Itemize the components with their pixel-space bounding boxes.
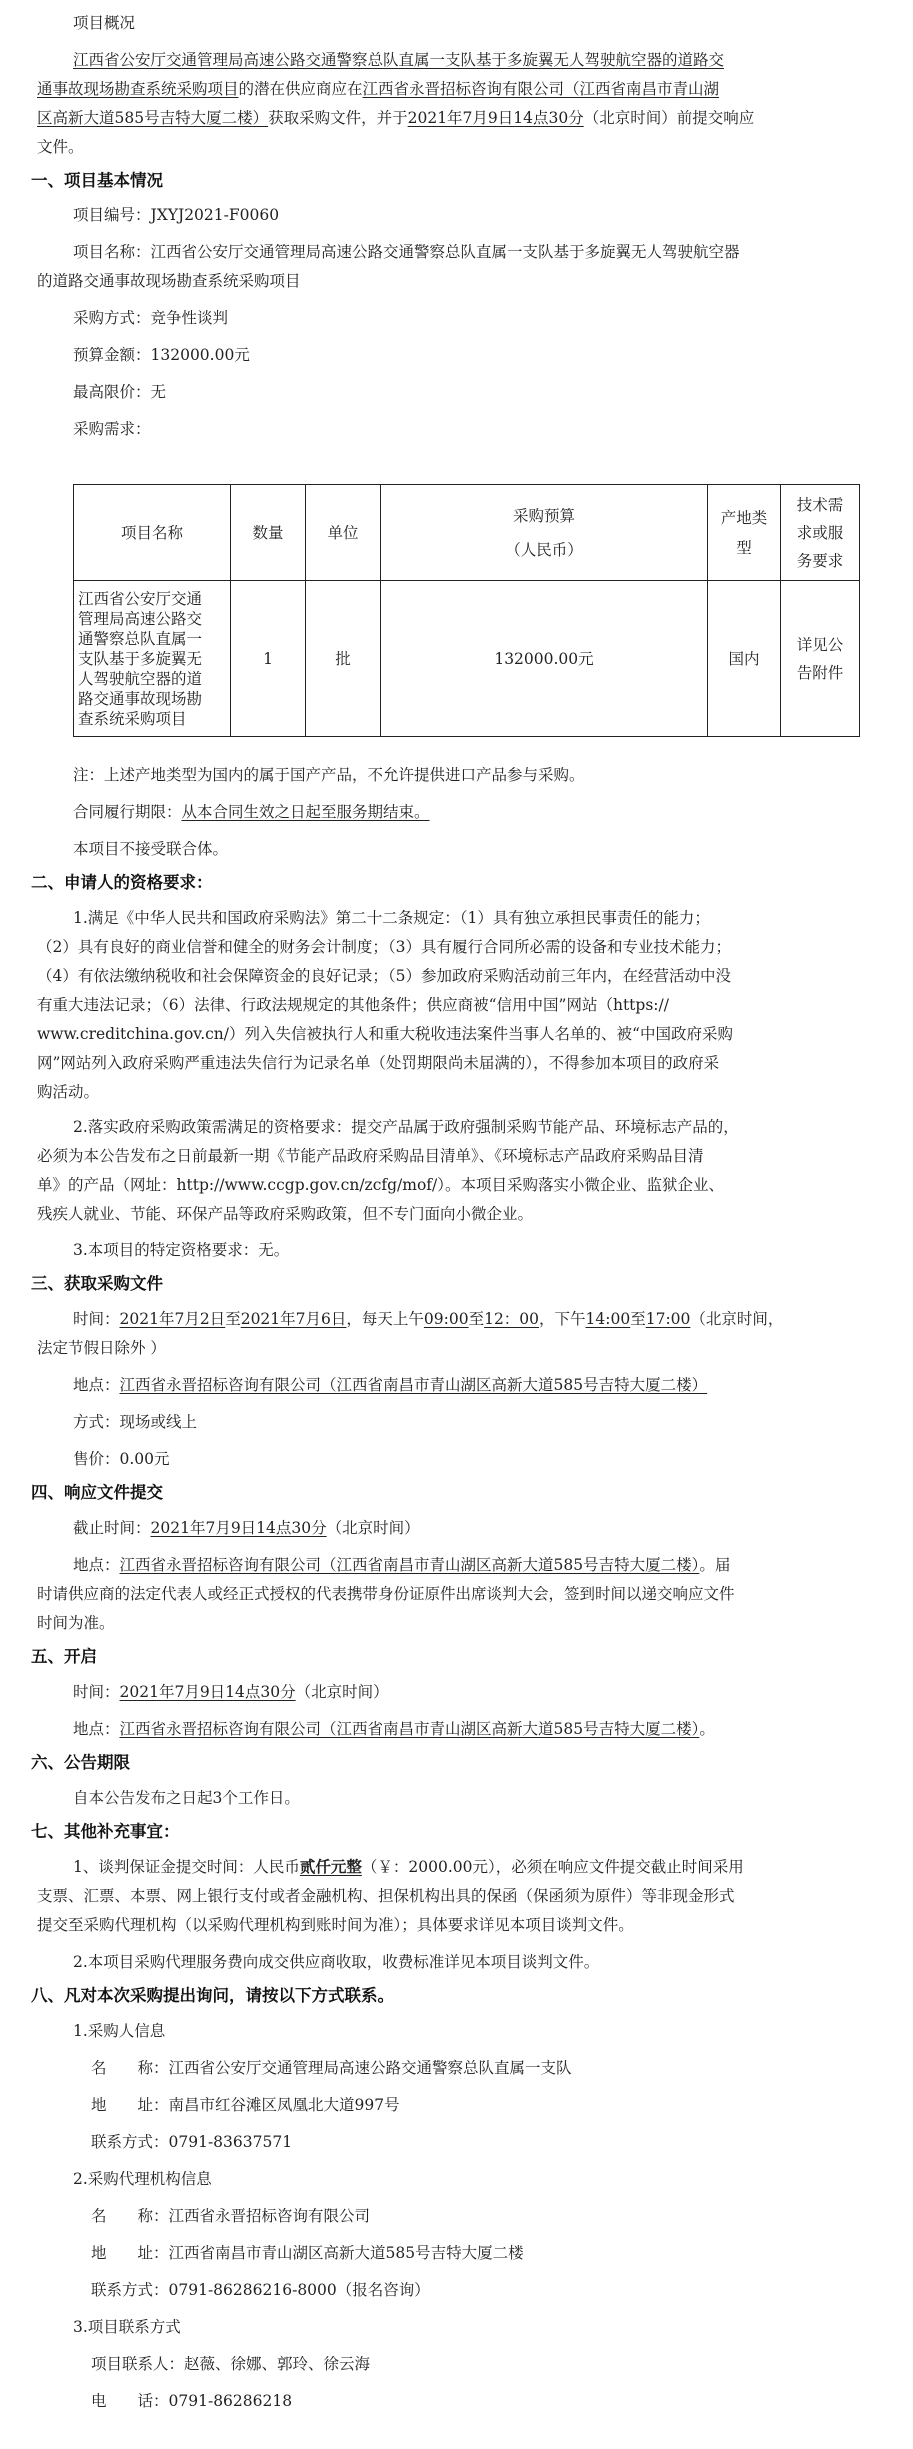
header-unit: 单位 [306, 485, 381, 581]
deposit-text: 1、谈判保证金提交时间：人民币 [73, 1858, 300, 1876]
qualification-p1-line: 网”网站列入政府采购严重违法失信行为记录名单（处罚期限尚未届满的），不得参加本项目的政府采 [37, 1054, 720, 1072]
buyer-contact: 联系方式：0791-83637571 [91, 2133, 293, 2151]
qualification-p1-line: （4）有依法缴纳税收和社会保障资金的良好记录；（5）参加政府采购活动前三年内，在经营活动中没 [37, 967, 731, 985]
project-name-line-2: 的道路交通事故现场勘查系统采购项目 [37, 272, 301, 290]
cell-project-name-line: 查系统采购项目 [78, 709, 187, 728]
obtain-time-text: ，下午 [539, 1310, 586, 1328]
project-name-line-1: 项目名称：江西省公安厅交通管理局高速公路交通警察总队直属一支队基于多旋翼无人驾驶航空器 [73, 243, 740, 261]
section-1-heading: 一、项目基本情况 [31, 171, 163, 190]
max-price: 最高限价：无 [73, 383, 167, 401]
opening-time [73, 1682, 389, 1702]
submission-line-2: 时请供应商的法定代表人或经正式授权的代表携带身份证原件出席谈判大会，签到时间以递交响应文件 [37, 1585, 735, 1603]
agent-address-value: 江西省南昌市青山湖区高新大道585号吉特大厦二楼 [168, 2244, 524, 2262]
deposit-amount-words: 贰仟元整 [299, 1857, 362, 1876]
qualification-p1-line: 1.满足《中华人民共和国政府采购法》第二十二条规定：（1）具有独立承担民事责任的能力； [73, 909, 710, 927]
overview-line-2 [37, 79, 719, 99]
overview-line-3 [37, 108, 754, 128]
cell-project-name-line: 支队基于多旋翼无 [78, 649, 203, 668]
qualification-p1-line: 有重大违法记录；（6）法律、行政法规规定的其他条件；供应商被“信用中国”网站（https:// [37, 996, 669, 1014]
procurement-demand-label: 采购需求： [73, 420, 151, 438]
submission-deadline-label: 截止时间： [73, 1519, 151, 1537]
header-budget [381, 485, 708, 581]
obtain-way: 方式：现场或线上 [73, 1413, 198, 1431]
submission-deadline-value: 2021年7月9日14点30分 [150, 1519, 327, 1537]
header-req-line-2: 求或服 [796, 523, 844, 542]
table-row [74, 581, 860, 737]
agent-name-value: 江西省永晋招标咨询有限公司 [168, 2207, 371, 2225]
deposit-line-1 [73, 1857, 744, 1877]
cell-project-name-line: 通警察总队直属一 [78, 629, 203, 648]
header-project-name: 项目名称 [74, 485, 231, 581]
cell-project-name-line: 江西省公安厅交通 [78, 589, 203, 608]
obtain-time-text: 至 [225, 1310, 241, 1328]
obtain-am-end: 12：00 [484, 1310, 540, 1328]
buyer-name [91, 2058, 572, 2078]
procurement-table [73, 484, 860, 737]
consortium-note: 本项目不接受联合体。 [73, 840, 229, 858]
section-4-heading: 四、响应文件提交 [31, 1483, 163, 1502]
qualification-p2-line: 残疾人就业、节能、环保产品等政府采购政策，但不专门面向小微企业。 [37, 1205, 534, 1223]
buyer-address-label: 地 址： [91, 2096, 169, 2114]
buyer-address-value: 南昌市红谷滩区凤凰北大道997号 [168, 2096, 400, 2114]
header-origin-line-2: 型 [736, 538, 752, 557]
contract-period-label: 合同履行期限： [73, 803, 182, 821]
agent-name-label: 名 称： [91, 2207, 169, 2225]
cell-req-line-1: 详见公 [796, 635, 844, 654]
project-contact-persons: 项目联系人：赵薇、徐娜、郭玲、徐云海 [91, 2355, 371, 2373]
project-phone-value: 0791-86286218 [168, 2392, 293, 2410]
cell-project-name-line: 管理局高速公路交 [78, 609, 203, 628]
obtain-time-text: ，每天上午 [346, 1310, 424, 1328]
obtain-pm-start: 14:00 [585, 1310, 631, 1328]
deposit-line-2: 支票、汇票、本票、网上银行支付或者金融机构、担保机构出具的保函（保函须为原件）等非现金形式 [37, 1887, 735, 1905]
obtain-start-date: 2021年7月2日 [119, 1310, 226, 1328]
header-origin-type [708, 485, 781, 581]
opening-time-label: 时间： [73, 1683, 120, 1701]
submission-deadline-tz: （北京时间） [326, 1519, 420, 1537]
opening-place-value: 江西省永晋招标咨询有限公司（江西省南昌市青山湖区高新大道585号吉特大厦二楼） [119, 1720, 700, 1738]
procurement-method: 采购方式：竞争性谈判 [73, 309, 229, 327]
qualification-p1-line: 购活动。 [37, 1083, 100, 1101]
table-header-row [74, 485, 860, 581]
cell-requirements [781, 581, 860, 737]
qualification-p1-line: （2）具有良好的商业信誉和健全的财务会计制度；（3）具有履行合同所必需的设备和专业技术能力； [37, 938, 731, 956]
cell-project-name-line: 路交通事故现场勘 [78, 689, 203, 708]
obtain-place-label: 地点： [73, 1376, 120, 1394]
contract-period [73, 802, 430, 822]
submission-place-text: 。届 [699, 1556, 731, 1574]
qualification-p2-line: 2.落实政府采购政策需满足的资格要求：提交产品属于政府强制采购节能产品、环境标志产品的， [73, 1118, 739, 1136]
agent-info-title: 2.采购代理机构信息 [73, 2170, 212, 2188]
project-contact-phone [91, 2391, 292, 2411]
obtain-place-value: 江西省永晋招标咨询有限公司（江西省南昌市青山湖区高新大道585号吉特大厦二楼） [119, 1376, 708, 1394]
project-phone-label: 电 话： [91, 2392, 169, 2410]
origin-note: 注：上述产地类型为国内的属于国产产品，不允许提供进口产品参与采购。 [73, 766, 585, 784]
obtain-am-start: 09:00 [423, 1310, 469, 1328]
obtain-time-line-2: 法定节假日除外 ） [37, 1339, 166, 1357]
obtain-pm-end: 17:00 [645, 1310, 691, 1328]
cell-project-name-line: 人驾驶航空器的道 [78, 669, 203, 688]
section-7-heading: 七、其他补充事宜： [31, 1822, 180, 1841]
budget-amount: 预算金额：132000.00元 [73, 346, 250, 364]
opening-place-text: 。 [699, 1720, 715, 1738]
opening-place-label: 地点： [73, 1720, 120, 1738]
opening-place [73, 1719, 715, 1739]
qualification-p1-line: www.creditchina.gov.cn/）列入失信被执行人和重大税收违法案件当事人名单的、被“中国政府采购 [37, 1025, 733, 1043]
project-contact-title: 3.项目联系方式 [73, 2318, 181, 2336]
deposit-line-3: 提交至采购代理机构（以采购代理机构到账时间为准）；具体要求详见本项目谈判文件。 [37, 1916, 634, 1934]
submission-place-label: 地点： [73, 1556, 120, 1574]
header-origin-line-1: 产地类 [720, 508, 768, 527]
submission-place [73, 1555, 730, 1575]
opening-time-tz: （北京时间） [295, 1683, 389, 1701]
section-6-heading: 六、公告期限 [31, 1753, 130, 1772]
cell-unit: 批 [306, 581, 381, 737]
cell-req-line-2: 告附件 [796, 663, 844, 682]
qualification-p2-line: 单》的产品（网址：http://www.ccgp.gov.cn/zcfg/mof/）。本项目采购落实小微企业、监狱企业、 [37, 1176, 725, 1194]
overview-text: （北京时间）前提交响应 [583, 109, 755, 127]
overview-title: 项目概况 [73, 14, 136, 32]
overview-line-1: 江西省公安厅交通管理局高速公路交通警察总队直属一支队基于多旋翼无人驾驶航空器的道路交 [73, 51, 725, 69]
obtain-time-text: （北京时间， [690, 1310, 784, 1328]
contract-period-value: 从本合同生效之日起至服务期结束。 [181, 803, 430, 821]
submission-deadline [73, 1518, 420, 1538]
obtain-time-text: 至 [630, 1310, 646, 1328]
buyer-info-title: 1.采购人信息 [73, 2022, 166, 2040]
overview-agency-address: 区高新大道585号吉特大厦二楼） [37, 109, 269, 127]
cell-budget: 132000.00元 [381, 581, 708, 737]
obtain-place [73, 1375, 707, 1395]
obtain-time-text: 至 [468, 1310, 485, 1328]
obtain-price: 售价：0.00元 [73, 1450, 170, 1468]
opening-time-value: 2021年7月9日14点30分 [119, 1683, 296, 1701]
submission-place-value: 江西省永晋招标咨询有限公司（江西省南昌市青山湖区高新大道585号吉特大厦二楼） [119, 1556, 700, 1574]
header-req-line-3: 务要求 [796, 551, 844, 570]
obtain-time [73, 1309, 783, 1329]
submission-line-3: 时间为准。 [37, 1614, 115, 1632]
overview-line-4: 文件。 [37, 138, 84, 156]
obtain-time-label: 时间： [73, 1310, 120, 1328]
agent-name [91, 2206, 370, 2226]
header-budget-line-1: 采购预算 [512, 506, 575, 525]
section-5-heading: 五、开启 [31, 1647, 97, 1666]
project-number: 项目编号：JXYJ2021-F0060 [73, 206, 280, 224]
cell-origin-type: 国内 [708, 581, 781, 737]
qualification-p3: 3.本项目的特定资格要求：无。 [73, 1241, 290, 1259]
buyer-name-label: 名 称： [91, 2059, 169, 2077]
agent-contact: 联系方式：0791-86286216-8000（报名咨询） [91, 2281, 430, 2299]
announcement-period: 自本公告发布之日起3个工作日。 [73, 1789, 300, 1807]
deposit-text: （￥：2000.00元），必须在响应文件提交截止时间采用 [361, 1858, 744, 1876]
header-requirements [781, 485, 860, 581]
cell-project-name [74, 581, 231, 737]
buyer-name-value: 江西省公安厅交通管理局高速公路交通警察总队直属一支队 [168, 2059, 572, 2077]
header-budget-line-2: （人民币） [505, 540, 583, 559]
qualification-p2-line: 必须为本公告发布之日前最新一期《节能产品政府采购品目清单》、《环境标志产品政府采购品目清 [37, 1147, 704, 1165]
overview-text: 获取采购文件，并于 [268, 109, 408, 127]
overview-text: 的潜在供应商应在 [238, 80, 363, 98]
agent-address [91, 2243, 524, 2263]
overview-project-name-tail: 通事故现场勘查系统采购项目 [37, 80, 239, 98]
agent-address-label: 地 址： [91, 2244, 169, 2262]
obtain-end-date: 2021年7月6日 [240, 1310, 347, 1328]
header-quantity: 数量 [231, 485, 306, 581]
section-8-heading: 八、凡对本次采购提出询问，请按以下方式联系。 [31, 1986, 394, 2005]
section-3-heading: 三、获取采购文件 [31, 1274, 163, 1293]
cell-quantity: 1 [231, 581, 306, 737]
overview-agency: 江西省永晋招标咨询有限公司（江西省南昌市青山湖 [362, 80, 720, 98]
agency-fee-note: 2.本项目采购代理服务费向成交供应商收取，收费标准详见本项目谈判文件。 [73, 1953, 600, 1971]
header-req-line-1: 技术需 [796, 495, 844, 514]
overview-deadline: 2021年7月9日14点30分 [407, 109, 584, 127]
section-2-heading: 二、申请人的资格要求： [31, 873, 213, 892]
buyer-address [91, 2095, 400, 2115]
